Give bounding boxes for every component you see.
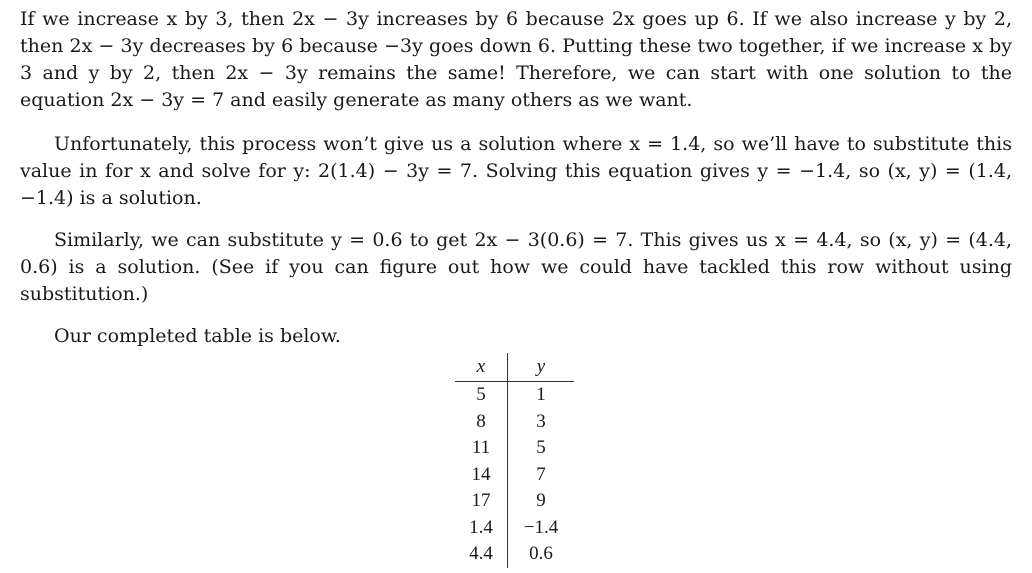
cell-y: 3 — [536, 410, 546, 432]
paragraph-substitute-x: Unfortunately, this process won’t give us a solution where x = 1.4, so we’ll have to substitute this value in for x and solve for y: 2(1.4) − 3y = 7. Solving this equation gives y = −1.4, so (x, y) = (1.4, −1.4) is a solution. — [20, 133, 1012, 209]
table-row — [455, 435, 574, 462]
solution-table-container — [455, 353, 574, 568]
table-row — [455, 488, 574, 515]
cell-y: 7 — [536, 463, 546, 485]
table-row — [455, 462, 574, 489]
cell-x: 8 — [455, 409, 508, 436]
cell-y: 5 — [536, 437, 546, 459]
cell-x: 5 — [455, 382, 508, 409]
cell-x: 1.4 — [455, 515, 508, 542]
cell-y: −1.4 — [523, 516, 559, 538]
cell-x: 4.4 — [455, 541, 508, 568]
cell-y: 1 — [536, 384, 546, 406]
table-row — [455, 382, 574, 409]
cell-y: 0.6 — [529, 543, 553, 565]
document-page — [20, 6, 1012, 350]
column-header-y: y — [508, 353, 575, 382]
cell-x: 11 — [455, 435, 508, 462]
solution-table — [455, 353, 574, 568]
cell-y: 9 — [536, 490, 546, 512]
cell-x: 14 — [455, 462, 508, 489]
paragraph-substitute-y: Similarly, we can substitute y = 0.6 to get 2x − 3(0.6) = 7. This gives us x = 4.4, so (x, y) = (4.4, 0.6) is a solution. (See if you can figure out how we could have tackled this row without using substitution.) — [20, 229, 1012, 305]
table-row — [455, 409, 574, 436]
table-row — [455, 515, 574, 542]
table-row — [455, 541, 574, 568]
table-header-row — [455, 353, 574, 382]
paragraph-table-intro: Our completed table is below. — [54, 325, 341, 347]
cell-x: 17 — [455, 488, 508, 515]
paragraph-increase-explanation: If we increase x by 3, then 2x − 3y increases by 6 because 2x goes up 6. If we also increase y by 2, then 2x − 3y decreases by 6 because −3y goes down 6. Putting these two together, if we increase x by 3 and y by 2, then 2x − 3y remains the same! Therefore, we can start with one solution to the equation 2x − 3y = 7 and easily generate as many others as we want. — [20, 8, 1012, 111]
column-header-x: x — [455, 353, 508, 382]
